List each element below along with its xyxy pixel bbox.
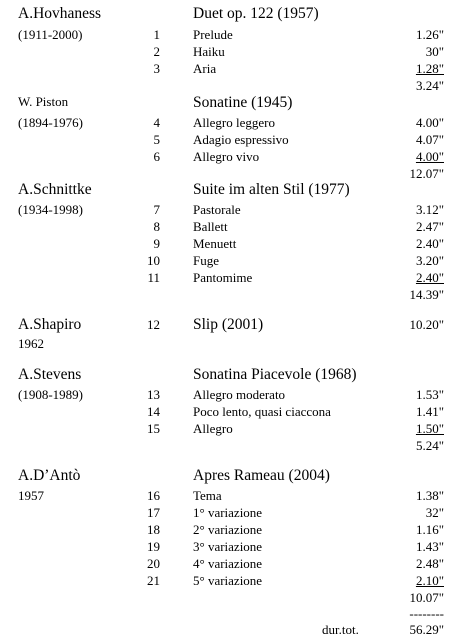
- movement-title: Pastorale: [193, 202, 241, 217]
- movement-duration: 3.20": [415, 253, 444, 268]
- composer-name: A.Schnittke: [18, 181, 92, 198]
- track-number: 5: [153, 132, 160, 147]
- movement-duration: 1.53": [415, 387, 444, 402]
- movement-duration: 2.40": [415, 236, 444, 251]
- composer-name: A.D’Antò: [18, 467, 81, 484]
- movement-title: 4° variazione: [193, 556, 263, 571]
- track-number: 18: [147, 522, 160, 537]
- work-title: Duet op. 122 (1957): [193, 5, 319, 22]
- total-duration-value: 56.29": [409, 622, 444, 637]
- movement-duration: 1.38": [415, 488, 444, 503]
- track-number: 1: [153, 27, 160, 42]
- composer-years: 1957: [18, 488, 44, 503]
- work-title: Sonatine (1945): [193, 94, 293, 111]
- work-total-duration: 10.07": [409, 590, 444, 605]
- movement-duration: 4.00": [415, 149, 444, 164]
- composer-years: (1894-1976): [18, 115, 83, 130]
- movement-duration: 32": [425, 505, 444, 520]
- movement-title: Allegro moderato: [193, 387, 286, 402]
- movement-title: Tema: [193, 488, 222, 503]
- movement-title: Menuett: [193, 236, 237, 251]
- track-number: 9: [153, 236, 160, 251]
- composer-name: W. Piston: [18, 94, 69, 109]
- total-separator: --------: [409, 606, 444, 621]
- track-number: 13: [147, 387, 160, 402]
- track-number: 4: [153, 115, 160, 130]
- track-number: 17: [147, 505, 160, 520]
- movement-title: Haiku: [193, 44, 225, 59]
- movement-title: Allegro vivo: [193, 149, 260, 164]
- movement-duration: 1.50": [415, 421, 444, 436]
- movement-duration: 1.28": [415, 61, 444, 76]
- movement-duration: 30": [425, 44, 444, 59]
- work-title: Sonatina Piacevole (1968): [193, 366, 357, 383]
- movement-title: Allegro: [193, 421, 233, 436]
- movement-title: 2° variazione: [193, 522, 263, 537]
- movement-title: Pantomime: [193, 270, 253, 285]
- total-duration-label: dur.tot.: [322, 622, 359, 637]
- work-total-duration: 10.20": [409, 317, 444, 332]
- composer-years: (1934-1998): [18, 202, 83, 217]
- movement-duration: 1.16": [415, 522, 444, 537]
- track-number: 10: [147, 253, 160, 268]
- work-total-duration: 3.24": [415, 78, 444, 93]
- work-total-duration: 5.24": [415, 438, 444, 453]
- composer-name: A.Hovhaness: [18, 5, 102, 22]
- movement-duration: 1.41": [415, 404, 444, 419]
- movement-duration: 4.07": [415, 132, 444, 147]
- movement-title: Ballett: [193, 219, 228, 234]
- track-number: 21: [147, 573, 160, 588]
- composer-years: 1962: [18, 336, 44, 351]
- work-title: Slip (2001): [193, 316, 264, 333]
- track-number: 6: [153, 149, 160, 164]
- track-number: 15: [147, 421, 160, 436]
- movement-title: 1° variazione: [193, 505, 263, 520]
- movement-duration: 4.00": [415, 115, 444, 130]
- composer-years: (1908-1989): [18, 387, 83, 402]
- track-number: 8: [153, 219, 160, 234]
- composer-name: A.Shapiro: [18, 316, 82, 333]
- movement-duration: 3.12": [415, 202, 444, 217]
- track-number: 16: [147, 488, 160, 503]
- movement-title: Prelude: [193, 27, 233, 42]
- movement-title: 5° variazione: [193, 573, 263, 588]
- movement-title: 3° variazione: [193, 539, 263, 554]
- movement-duration: 1.26": [415, 27, 444, 42]
- composer-name: A.Stevens: [18, 366, 82, 383]
- work-total-duration: 12.07": [409, 166, 444, 181]
- movement-title: Allegro leggero: [193, 115, 275, 130]
- work-title: Apres Rameau (2004): [193, 467, 330, 484]
- track-number: 11: [147, 270, 160, 285]
- movement-duration: 2.40": [415, 270, 444, 285]
- movement-title: Poco lento, quasi ciaccona: [193, 404, 331, 419]
- composer-years: (1911-2000): [18, 27, 83, 42]
- movement-title: Adagio espressivo: [193, 132, 289, 147]
- movement-duration: 1.43": [415, 539, 444, 554]
- movement-duration: 2.10": [415, 573, 444, 588]
- track-number: 12: [147, 317, 160, 332]
- track-number: 3: [153, 61, 160, 76]
- track-number: 20: [147, 556, 160, 571]
- track-number: 14: [147, 404, 160, 419]
- movement-duration: 2.48": [415, 556, 444, 571]
- work-title: Suite im alten Stil (1977): [193, 181, 350, 198]
- movement-duration: 2.47": [415, 219, 444, 234]
- movement-title: Fuge: [193, 253, 219, 268]
- movement-title: Aria: [193, 61, 217, 76]
- track-number: 19: [147, 539, 160, 554]
- work-total-duration: 14.39": [409, 287, 444, 302]
- track-number: 7: [153, 202, 160, 217]
- track-number: 2: [153, 44, 160, 59]
